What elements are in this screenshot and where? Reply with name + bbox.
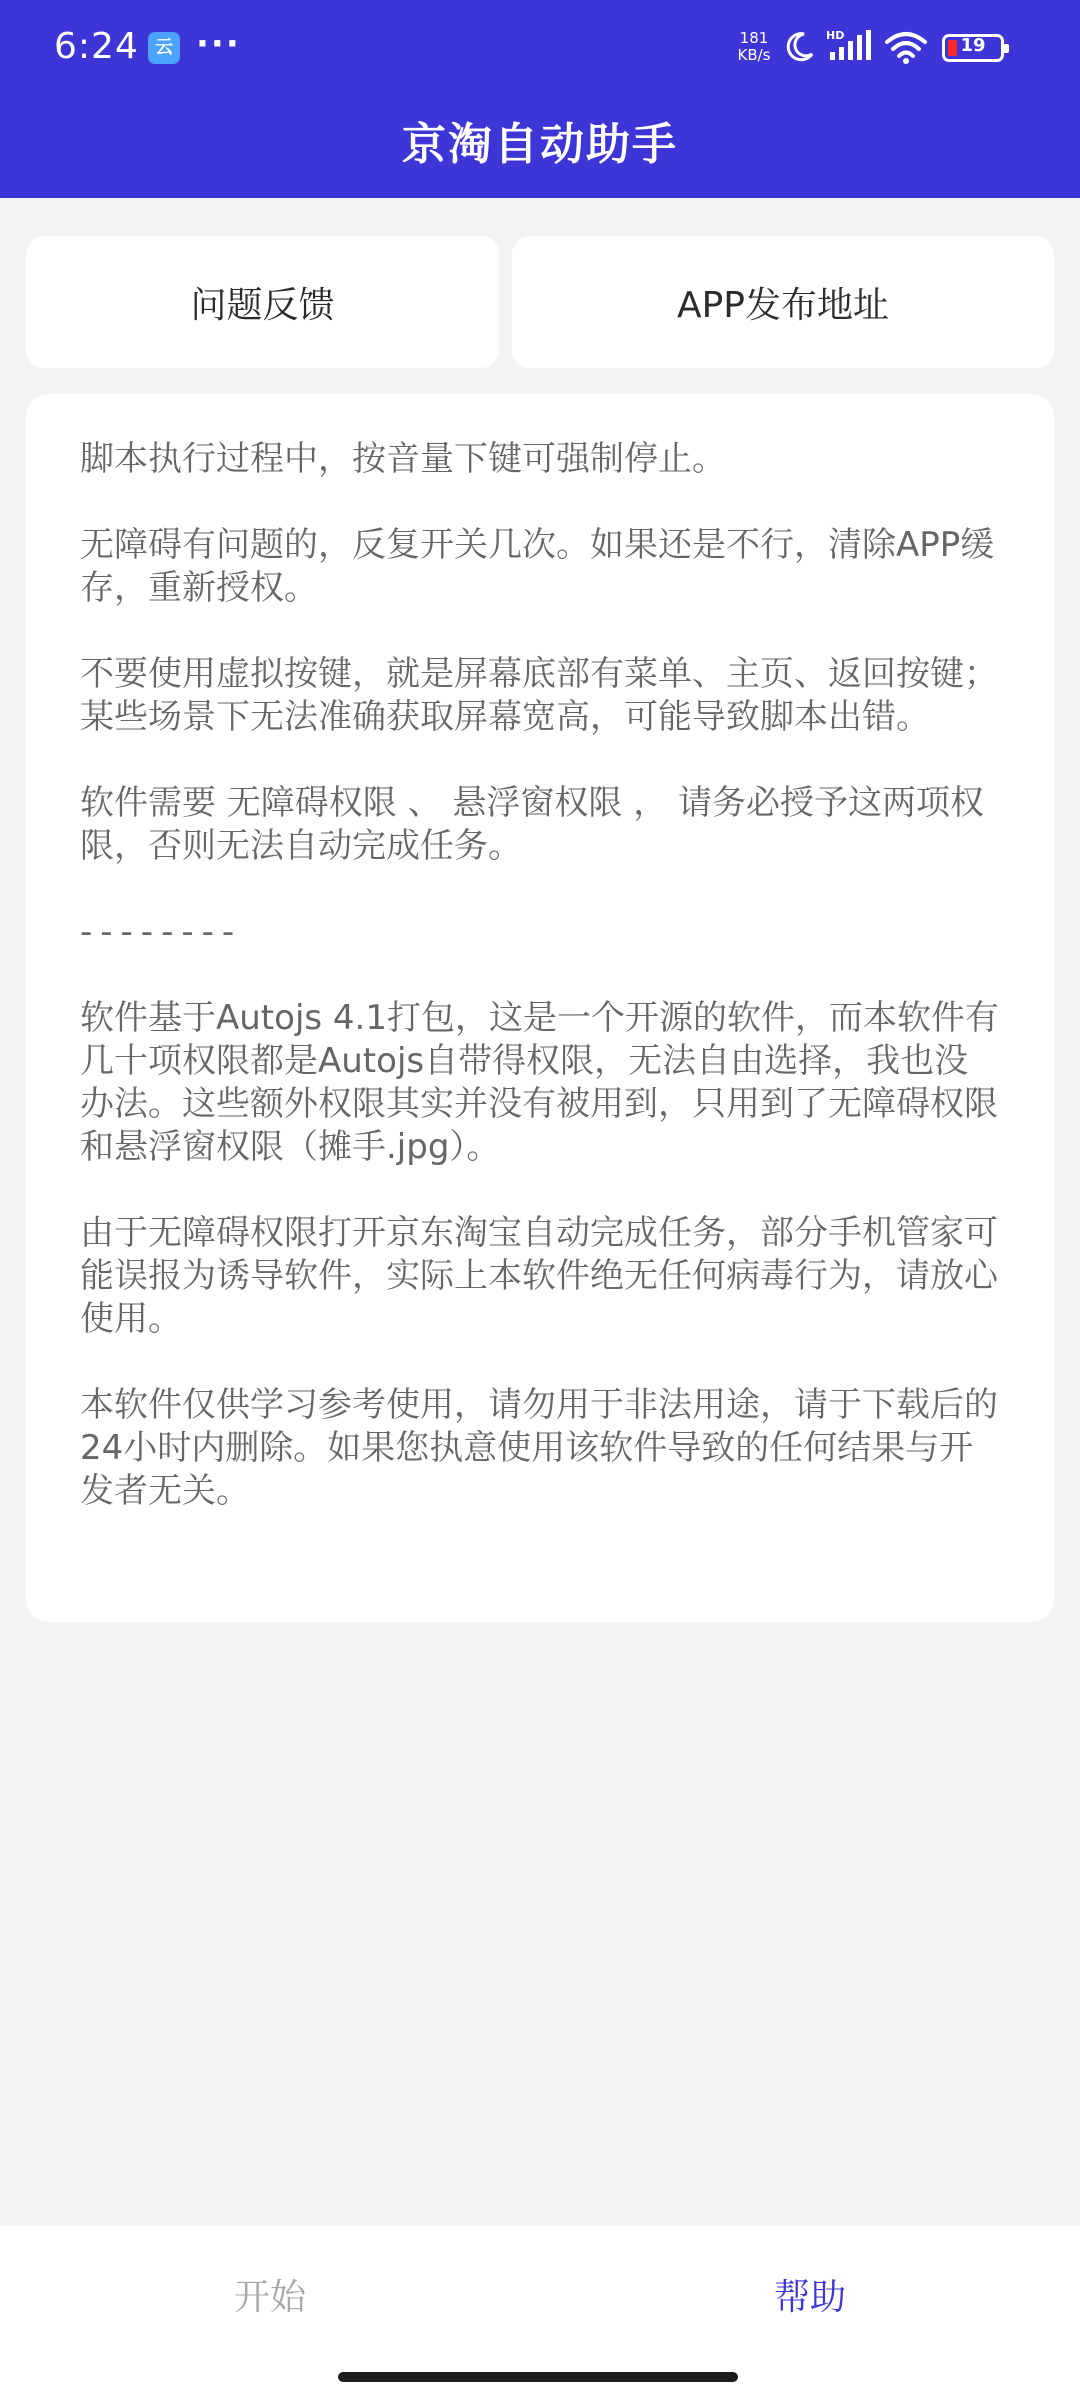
battery-cap xyxy=(1004,44,1009,53)
home-indicator[interactable] xyxy=(338,2372,738,2382)
network-speed-unit: KB/s xyxy=(737,46,771,64)
network-speed-value: 181 xyxy=(739,29,769,47)
svg-text:HD: HD xyxy=(826,29,845,42)
help-divider: -------- xyxy=(80,912,243,952)
help-paragraph-virtual-keys: 不要使用虚拟按键，就是屏幕底部有菜单、主页、返回按键；某些场景下无法准确获取屏幕宽高，可能导致脚本出错。 xyxy=(80,654,998,737)
battery-icon xyxy=(942,34,1004,62)
more-dots-icon: ··· xyxy=(196,24,241,64)
help-paragraph-autojs: 软件基于Autojs 4.1打包，这是一个开源的软件，而本软件有几十项权限都是Autojs自带得权限，无法自由选择，我也没办法。这些额外权限其实并没有被用到，只用到了无障碍权限和悬浮窗权限（摊手.jpg）。 xyxy=(80,998,999,1167)
battery-level: 19 xyxy=(960,35,986,56)
app-title: 京淘自动助手 xyxy=(402,119,678,170)
help-content-card xyxy=(26,394,1054,1622)
help-paragraph-disclaimer: 本软件仅供学习参考使用，请勿用于非法用途，请于下载后的24小时内删除。如果您执意使用该软件导致的任何结果与开发者无关。 xyxy=(80,1385,998,1511)
signal-hd-icon xyxy=(826,28,878,64)
tab-start[interactable]: 开始 xyxy=(233,2276,306,2318)
status-bar xyxy=(0,0,1080,96)
help-paragraph-accessibility: 无障碍有问题的，反复开关几次。如果还是不行，清除APP缓存，重新授权。 xyxy=(80,525,995,608)
help-paragraph-stop: 脚本执行过程中，按音量下键可强制停止。 xyxy=(80,439,726,479)
help-paragraph-false-positive: 由于无障碍权限打开京东淘宝自动完成任务，部分手机管家可能误报为诱导软件，实际上本软件绝无任何病毒行为，请放心使用。 xyxy=(80,1213,998,1339)
wifi-icon xyxy=(884,30,928,66)
release-address-button[interactable]: APP发布地址 xyxy=(512,236,1054,368)
help-paragraph-permissions: 软件需要 无障碍权限 、 悬浮窗权限 ， 请务必授予这两项权限，否则无法自动完成任务。 xyxy=(80,783,985,866)
app-header xyxy=(0,0,1080,198)
cloud-icon: 云 xyxy=(148,32,180,64)
feedback-button[interactable]: 问题反馈 xyxy=(26,236,499,368)
network-speed xyxy=(732,30,776,64)
moon-icon xyxy=(782,30,816,64)
tab-help[interactable]: 帮助 xyxy=(773,2276,846,2318)
status-time: 6:24 xyxy=(54,26,139,67)
